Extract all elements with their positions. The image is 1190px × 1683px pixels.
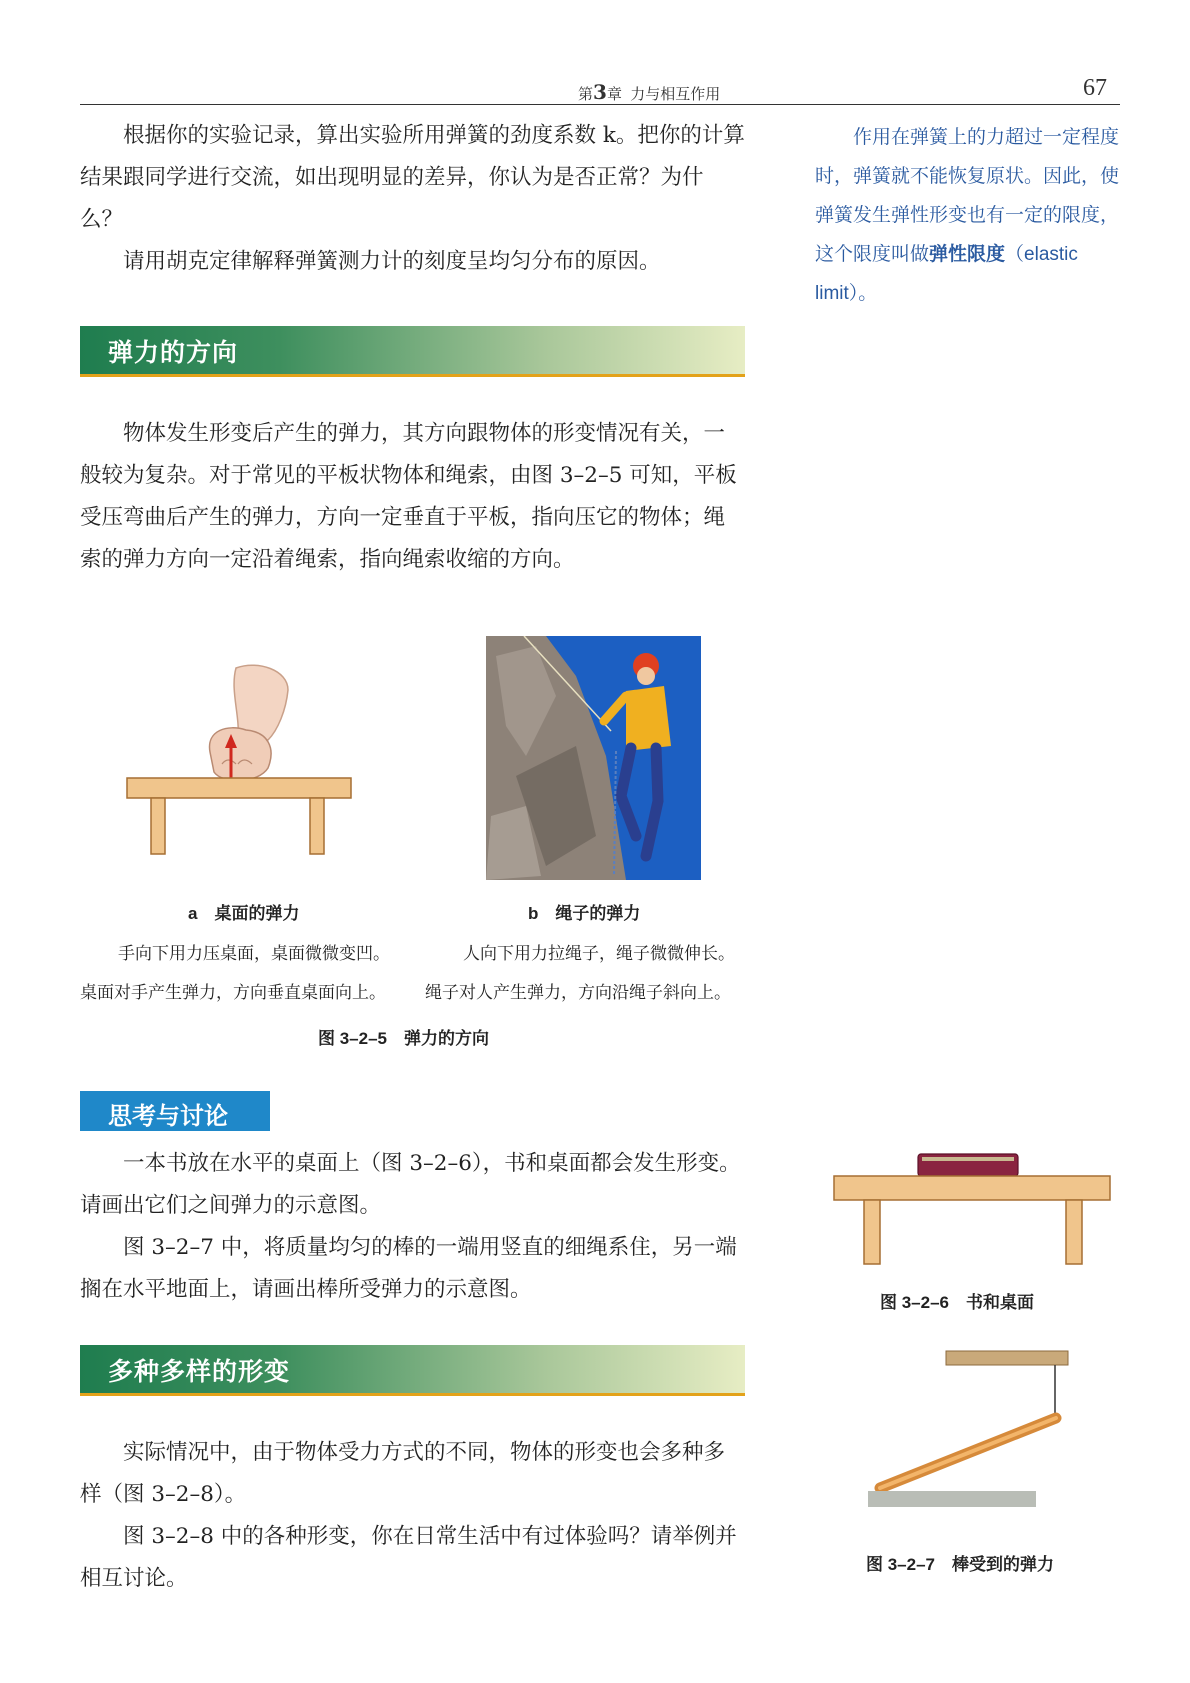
think-paragraph-1: 一本书放在水平的桌面上（图 3–2–6），书和桌面都会发生形变。请画出它们之间弹力的示意图。 (80, 1151, 741, 1218)
fist-shape (210, 728, 272, 781)
figure-b-line2: 绳子对人产生弹力，方向沿绳子斜向上。 (425, 983, 731, 1002)
figure-b-line1: 人向下用力拉绳子，绳子微微伸长。 (463, 944, 735, 963)
figure-a-label: a 桌面的弹力 (188, 904, 300, 923)
header-divider (80, 104, 1120, 105)
margin-note-term: 弹性限度 (929, 243, 1006, 265)
margin-note-end: 。 (858, 282, 878, 304)
figure-325-caption: 图 3–2–5 弹力的方向 (318, 1029, 489, 1048)
section-title-direction: 弹力的方向 (108, 338, 239, 367)
chapter-prefix: 第 (578, 86, 594, 103)
figure-table-hand (118, 660, 358, 870)
intro-block (80, 115, 746, 283)
think-paragraph-2: 图 3–2–7 中，将质量均匀的棒的一端用竖直的细绳系住，另一端搁在水平地面上，请画出棒所受弹力的示意图。 (80, 1235, 737, 1302)
think-body (80, 1143, 746, 1311)
table-top (834, 1176, 1110, 1200)
section-banner-deformation (80, 1345, 745, 1396)
intro-paragraph-1: 根据你的实验记录，算出实验所用弹簧的劲度系数 k。把你的计算结果跟同学进行交流，如出现明显的差异，你认为是否正常？为什么？ (80, 123, 745, 232)
ground (868, 1491, 1036, 1507)
figure-book-table (832, 1148, 1114, 1268)
ceiling-block (946, 1351, 1068, 1365)
section2-paragraph-1: 实际情况中，由于物体受力方式的不同，物体的形变也会多种多样（图 3–2–8）。 (80, 1440, 726, 1507)
table-leg-left (151, 798, 165, 854)
page-number: 67 (1083, 75, 1107, 101)
section1-body (80, 413, 746, 581)
margin-note-text: 作用在弹簧上的力超过一定程度时，弹簧就不能恢复原状。因此，使弹簧发生弹性形变也有一定的限度，这个限度叫做 (815, 126, 1120, 265)
chapter-title: 力与相互作用 (630, 86, 721, 103)
section2-paragraph-2: 图 3–2–8 中的各种形变，你在日常生活中有过体验吗？请举例并相互讨论。 (80, 1524, 737, 1591)
think-discuss-box (80, 1091, 270, 1131)
table-top (127, 778, 351, 798)
figure-rod (860, 1348, 1085, 1518)
section1-paragraph: 物体发生形变后产生的弹力，其方向跟物体的形变情况有关，一般较为复杂。对于常见的平板状物体和绳索，由图 3–2–5 可知，平板受压弯曲后产生的弹力，方向一定垂直于平板，指向压它的物体；绳索的弹力方向一定沿着绳索，指向绳索收缩的方向。 (80, 421, 737, 572)
table-leg-right (1066, 1200, 1082, 1264)
table-leg-left (864, 1200, 880, 1264)
figure-326-caption: 图 3–2–6 书和桌面 (880, 1293, 1034, 1312)
figure-b-label: b 绳子的弹力 (528, 904, 641, 923)
margin-note (815, 118, 1125, 313)
table-leg-right (310, 798, 324, 854)
yellow-jacket (626, 686, 671, 751)
section-title-deformation: 多种多样的形变 (108, 1357, 291, 1386)
intro-paragraph-2: 请用胡克定律解释弹簧测力计的刻度呈均匀分布的原因。 (123, 249, 661, 274)
figure-a-line2: 桌面对手产生弹力，方向垂直桌面向上。 (80, 983, 386, 1002)
think-discuss-title: 思考与讨论 (108, 1102, 228, 1130)
figure-327-caption: 图 3–2–7 棒受到的弹力 (866, 1555, 1054, 1574)
chapter-number: 3 (593, 80, 607, 104)
chapter-suffix: 章 (606, 86, 622, 103)
section2-body (80, 1432, 746, 1600)
margin-note-term-en: （elastic limit） (815, 244, 1078, 304)
figure-a-line1: 手向下用力压桌面，桌面微微变凹。 (118, 944, 390, 963)
chapter-header (578, 80, 720, 104)
figure-climber-photo (486, 636, 701, 880)
section-banner-direction (80, 326, 745, 377)
